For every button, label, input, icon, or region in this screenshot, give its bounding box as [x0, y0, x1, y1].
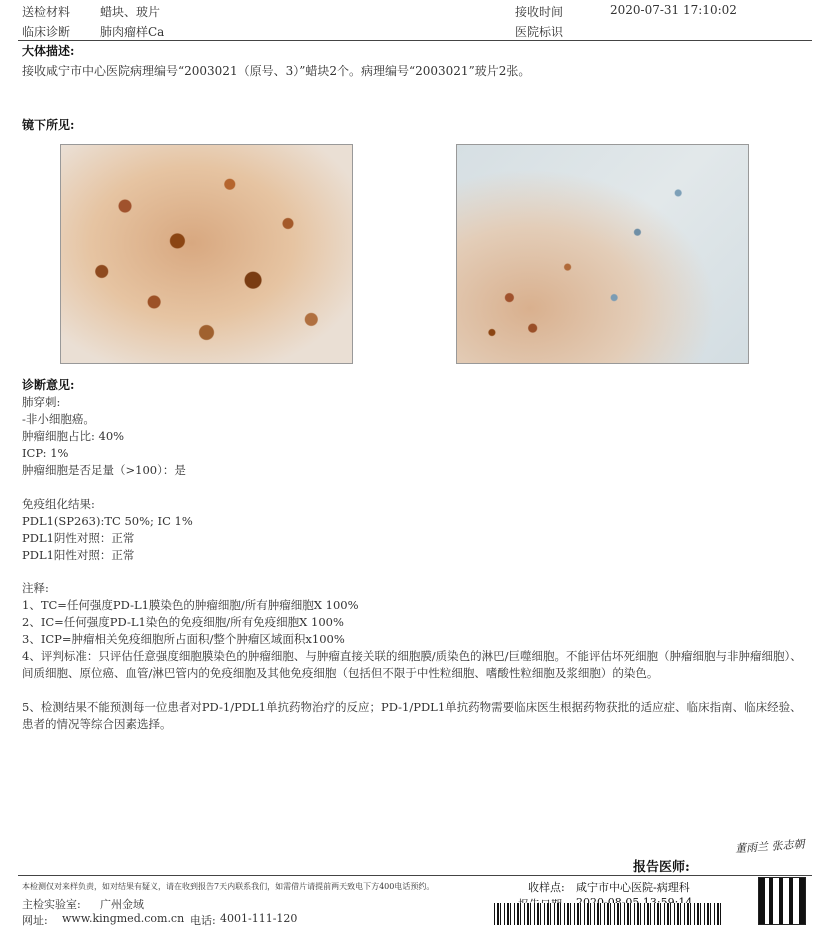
gross-description-title: 大体描述: — [22, 44, 75, 58]
clinical-diagnosis-label: 临床诊断 — [22, 25, 71, 39]
report-doctor-label: 报告医师: — [633, 860, 690, 875]
ihc-line: PDL1(SP263):TC 50%; IC 1% — [22, 514, 193, 528]
lab-value: 广州金域 — [100, 898, 144, 911]
ihc-line: PDL1阳性对照：正常 — [22, 548, 135, 562]
note-item: 5、检测结果不能预测每一位患者对PD-1/PDL1单抗药物治疗的反应；PD-1/PDL1单抗药物需要临床医生根据药物获批的适应症、临床指南、临床经验、患者的情况等综合因素选择。 — [22, 700, 802, 731]
ihc-line: PDL1阴性对照：正常 — [22, 531, 135, 545]
microscopy-image-1 — [60, 144, 353, 364]
microscopy-image-2 — [456, 144, 749, 364]
receiving-point-label: 收样点: — [528, 881, 565, 894]
diagnosis-line: ICP: 1% — [22, 446, 69, 460]
note-item: 2、IC=任何强度PD-L1染色的免疫细胞/所有免疫细胞X 100% — [22, 615, 344, 629]
phone-value: 4001-111-120 — [220, 912, 298, 925]
received-time-label: 接收时间 — [515, 5, 564, 19]
note-item: 1、TC=任何强度PD-L1膜染色的肿瘤细胞/所有肿瘤细胞X 100% — [22, 598, 359, 612]
note-item: 3、ICP=肿瘤相关免疫细胞所占面积/整个肿瘤区域面积x100% — [22, 632, 345, 646]
footer-disclaimer: 本检测仅对来样负责，如对结果有疑义，请在收到报告7天内联系我们，如需借片请提前两天致电下方400电话预约。 — [22, 882, 435, 891]
website-link[interactable]: www.kingmed.com.cn — [62, 912, 185, 925]
qr-code — [758, 877, 806, 925]
diagnosis-line: 肿瘤细胞占比: 40% — [22, 429, 125, 443]
header-divider — [18, 40, 812, 41]
hospital-id-label: 医院标识 — [515, 25, 564, 39]
diagnosis-line: -非小细胞癌。 — [22, 412, 95, 426]
received-time-value: 2020-07-31 17:10:02 — [610, 3, 737, 17]
ihc-line: 免疫组化结果: — [22, 497, 95, 511]
website-label: 网址: — [22, 914, 48, 927]
notes-title: 注释: — [22, 581, 49, 595]
receiving-point-value: 咸宁市中心医院-病理科 — [576, 881, 690, 894]
diagnosis-line: 肿瘤细胞是否足量（>100）：是 — [22, 463, 186, 477]
phone-label: 电话: — [190, 914, 216, 927]
footer-divider — [18, 875, 812, 876]
doctor-signature: 董雨兰 张志朝 — [734, 837, 805, 856]
microscopy-title: 镜下所见: — [22, 118, 75, 132]
gross-description-text: 接收咸宁市中心医院病理编号“2003021（原号、3）”蜡块2个。病理编号“2003021”玻片2张。 — [22, 64, 531, 78]
note-item: 4、评判标准：只评估任意强度细胞膜染色的肿瘤细胞、与肿瘤直接关联的细胞膜/质染色的淋巴/巨噬细胞。不能评估坏死细胞（肿瘤细胞与非肿瘤细胞）、间质细胞、原位癌、血管/淋巴管内的免疫细胞及其他免疫细胞（包括但不限于中性粒细胞、嗜酸性粒细胞及浆细胞）的染色。 — [22, 649, 802, 680]
barcode — [494, 903, 722, 925]
sample-material-value: 蜡块、玻片 — [100, 5, 161, 19]
diagnosis-line: 肺穿刺: — [22, 395, 61, 409]
sample-material-label: 送检材料 — [22, 5, 71, 19]
clinical-diagnosis-value: 肺肉瘤样Ca — [100, 25, 165, 39]
diagnosis-title: 诊断意见: — [22, 378, 75, 392]
lab-label: 主检实验室: — [22, 898, 81, 911]
